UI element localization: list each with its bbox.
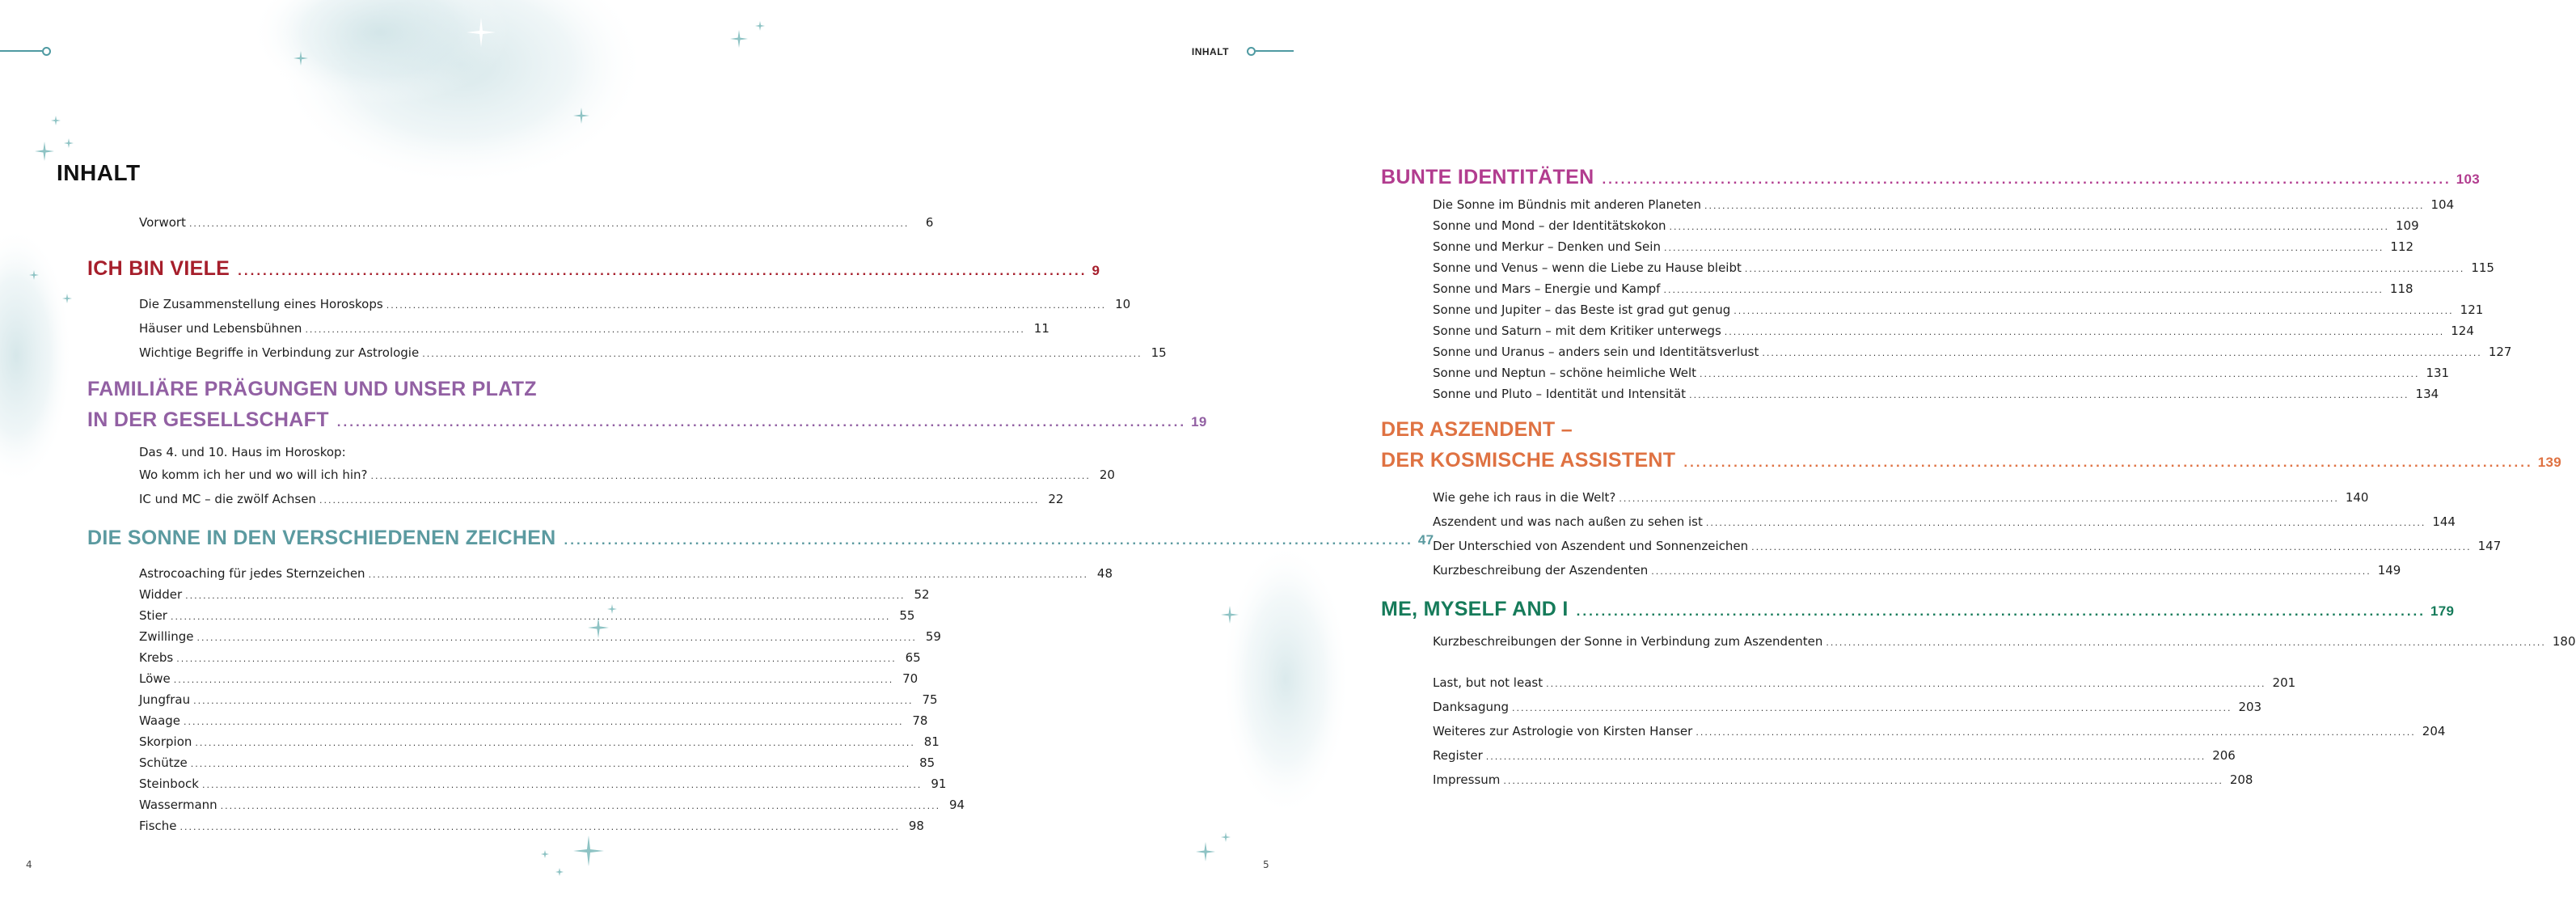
leader-dots — [1651, 561, 2371, 583]
leader-dots — [1689, 385, 2409, 405]
toc-entry-title: Wassermann — [139, 798, 217, 812]
toc-section-ich-bin-viele — [87, 253, 1167, 366]
toc-entry[interactable] — [139, 488, 1064, 512]
section-title-line2: IN DER GESELLSCHAFT — [87, 408, 329, 431]
toc-entry-page: 52 — [914, 587, 930, 602]
toc-entry-page: 85 — [919, 755, 935, 770]
toc-entry[interactable] — [139, 732, 940, 753]
section-title: DIE SONNE IN DEN VERSCHIEDENEN ZEICHEN — [87, 527, 556, 549]
toc-entry-title: Sonne und Mars – Energie und Kampf — [1433, 281, 1661, 296]
toc-intro — [87, 213, 934, 234]
toc-entry-page: 104 — [2430, 197, 2455, 212]
page-number: 4 — [26, 859, 32, 870]
toc-entry-title: Die Zusammenstellung eines Horoskops — [139, 297, 383, 311]
toc-entry[interactable] — [139, 669, 918, 690]
toc-entry[interactable] — [139, 753, 935, 774]
toc-entry-title: Last, but not least — [1433, 675, 1543, 690]
toc-entry-page: 118 — [2389, 281, 2413, 296]
page-title: INHALT — [57, 160, 141, 185]
page-rule — [0, 50, 42, 52]
toc-entry-title: Impressum — [1433, 772, 1501, 787]
leader-dots — [1663, 280, 2383, 300]
toc-entry-title: Sonne und Mond – der Identitätskokon — [1433, 218, 1666, 233]
toc-entry[interactable] — [1433, 279, 2413, 300]
leader-dots — [1704, 196, 2424, 216]
section-heading[interactable] — [87, 253, 1100, 286]
sparkle-icon — [63, 138, 74, 149]
toc-entry-title: Waage — [139, 713, 181, 728]
toc-entry-title: Sonne und Merkur – Denken und Sein — [1433, 239, 1661, 254]
leader-dots — [1512, 697, 2232, 720]
leader-dots — [1734, 301, 2453, 321]
toc-entry-page: 206 — [2212, 748, 2236, 763]
sparkle-icon — [465, 16, 497, 49]
toc-entry-page: 65 — [905, 650, 921, 665]
sparkle-icon — [572, 107, 590, 125]
toc-entry-title: Register — [1433, 748, 1483, 763]
leader-dots — [1670, 217, 2389, 237]
toc-entry-title: Astrocoaching für jedes Sternzeichen — [139, 566, 365, 581]
toc-entry-title: Kurzbeschreibungen der Sonne in Verbindung zum Aszendenten — [1433, 634, 1823, 649]
page-rule — [1256, 50, 1294, 52]
toc-entry[interactable] — [139, 774, 947, 795]
section-page: 179 — [2430, 603, 2455, 619]
toc-entry[interactable] — [1433, 258, 2494, 279]
toc-entry[interactable] — [139, 648, 921, 669]
sparkle-icon — [555, 867, 564, 877]
section-page: 19 — [1191, 414, 1207, 429]
toc-entry[interactable] — [139, 711, 928, 732]
toc-entry-page: 10 — [1115, 297, 1131, 311]
section-heading[interactable] — [87, 404, 1207, 438]
section-page: 139 — [2537, 455, 2561, 470]
toc-entry[interactable] — [139, 317, 1049, 341]
section-page: 9 — [1092, 263, 1100, 278]
section-title-line1[interactable]: FAMILIÄRE PRÄGUNGEN UND UNSER PLATZ — [87, 378, 537, 400]
page-rule-dot — [1247, 47, 1256, 56]
toc-entry-page: 55 — [899, 608, 915, 623]
toc-entry-title: Sonne und Jupiter – das Beste ist grad gut genug — [1433, 303, 1731, 317]
toc-entry-page: 94 — [949, 798, 965, 812]
leader-dots — [1762, 343, 2481, 363]
section-page: 47 — [1417, 532, 1434, 548]
toc-entry-title: Aszendent und was nach außen zu sehen ist — [1433, 514, 1703, 529]
section-title: ME, MYSELF AND I — [1381, 598, 1569, 620]
toc-entry-page: 201 — [2272, 675, 2296, 690]
toc-entry-title: Schütze — [139, 755, 188, 770]
toc-entry-page: 75 — [922, 692, 938, 707]
toc-entry-title: Sonne und Venus – wenn die Liebe zu Hause bleibt — [1433, 260, 1742, 275]
toc-entry-title: IC und MC – die zwölf Achsen — [139, 492, 316, 506]
toc-entry-page: 112 — [2390, 239, 2414, 254]
toc-entry[interactable] — [1433, 363, 2450, 384]
toc-entry-title: Sonne und Saturn – mit dem Kritiker unterwegs — [1433, 324, 1721, 338]
running-head: INHALT — [1191, 46, 1229, 57]
toc-entry-page: 11 — [1033, 321, 1049, 336]
toc-entry[interactable] — [1433, 744, 2236, 768]
toc-entry[interactable] — [139, 690, 938, 711]
section-page: 103 — [2456, 171, 2481, 187]
toc-entry-page: 98 — [908, 819, 924, 833]
toc-section-familiaere-praegungen — [87, 374, 1207, 512]
toc-entry-title: Zwillinge — [139, 629, 194, 644]
right-page — [647, 0, 2576, 914]
section-title: BUNTE IDENTITÄTEN — [1381, 166, 1594, 188]
toc-entry-page: 48 — [1096, 566, 1113, 581]
toc-entry-page: 124 — [2451, 324, 2474, 338]
toc-entry-page: 91 — [931, 776, 947, 791]
toc-entry[interactable] — [1433, 559, 2401, 583]
toc-entry-page: 208 — [2229, 772, 2253, 787]
page-number: 5 — [1263, 859, 1269, 870]
toc-entry-page: 204 — [2422, 724, 2446, 738]
toc-entry-title: Löwe — [139, 671, 171, 686]
leader-dots — [1751, 536, 2471, 559]
toc-entry[interactable] — [139, 463, 1115, 488]
sparkle-icon — [61, 293, 73, 304]
toc-entry[interactable] — [139, 341, 1167, 366]
sparkle-icon — [1195, 841, 1216, 862]
toc-entry-title: Stier — [139, 608, 167, 623]
toc-entry[interactable] — [1433, 632, 2576, 653]
sparkle-icon — [572, 835, 605, 867]
toc-entry-title: Krebs — [139, 650, 174, 665]
toc-entry-page: 203 — [2238, 700, 2262, 714]
toc-entry[interactable] — [1433, 486, 2369, 510]
leader-dots — [1546, 673, 2266, 696]
sparkle-icon — [1220, 831, 1231, 843]
toc-entry[interactable] — [139, 816, 924, 837]
toc-entry[interactable] — [139, 564, 1113, 585]
toc-entry[interactable] — [1433, 768, 2253, 793]
toc-entry-page: 127 — [2488, 345, 2512, 359]
section-heading[interactable] — [1381, 445, 2561, 478]
toc-entry-title: Wichtige Begriffe in Verbindung zur Astrologie — [139, 345, 420, 360]
toc-entry[interactable] — [139, 585, 930, 606]
toc-entry-title: Vorwort — [139, 215, 186, 230]
toc-entry[interactable] — [1433, 535, 2502, 559]
toc-entry-page: 59 — [925, 629, 941, 644]
toc-entry-page: 134 — [2415, 387, 2439, 401]
sparkle-icon — [729, 29, 749, 49]
toc-entry[interactable] — [1433, 195, 2455, 216]
toc-entry[interactable] — [139, 795, 965, 816]
toc-entry-page: 109 — [2396, 218, 2419, 233]
sparkle-icon — [50, 115, 61, 126]
leader-dots — [1503, 770, 2223, 793]
toc-entry-page: 22 — [1048, 492, 1064, 506]
toc-entry-page: 121 — [2460, 303, 2484, 317]
toc-entry-title: Kurzbeschreibung der Aszendenten — [1433, 563, 1649, 578]
toc-entry[interactable] — [1433, 342, 2512, 363]
toc-entry-page: 147 — [2477, 539, 2502, 553]
leader-dots — [1706, 512, 2426, 535]
toc-entry-title: Sonne und Uranus – anders sein und Identitätsverlust — [1433, 345, 1759, 359]
leader-dots — [1696, 721, 2415, 744]
toc-entry-title: Wo komm ich her und wo will ich hin? — [139, 468, 368, 482]
leader-dots — [1619, 488, 2338, 510]
snow-cloud-decoration — [647, 0, 1294, 914]
toc-section-me-myself-and-i — [1381, 594, 2576, 653]
leader-dots — [1664, 238, 2384, 258]
toc-entry-line[interactable] — [139, 441, 593, 463]
sparkle-icon — [540, 849, 550, 859]
toc-entry[interactable] — [1433, 321, 2474, 342]
toc-entry[interactable] — [1433, 216, 2419, 237]
toc-entry-page: 15 — [1151, 345, 1167, 360]
toc-entry-page: 140 — [2345, 490, 2369, 505]
toc-entry-page: 115 — [2471, 260, 2494, 275]
toc-entry[interactable] — [139, 293, 1131, 317]
toc-entry-title: Danksagung — [1433, 700, 1509, 714]
toc-entry-page: 144 — [2432, 514, 2456, 529]
leader-dots — [1725, 322, 2444, 342]
toc-entry-title: Der Unterschied von Aszendent und Sonnenzeichen — [1433, 539, 1749, 553]
toc-entry-title: Wie gehe ich raus in die Welt? — [1433, 490, 1616, 505]
toc-entry[interactable] — [139, 627, 941, 648]
toc-entry[interactable] — [1433, 671, 2296, 696]
page-rule-dot — [42, 47, 51, 56]
section-title: ICH BIN VIELE — [87, 257, 230, 280]
leader-dots — [1602, 164, 2451, 195]
sparkle-icon — [754, 20, 766, 32]
toc-entry-page: 180 — [2552, 634, 2576, 649]
leader-dots — [1577, 596, 2426, 627]
toc-entry[interactable] — [1433, 237, 2414, 258]
sparkle-icon — [34, 141, 55, 162]
toc-entry[interactable] — [1433, 384, 2439, 405]
toc-entry-title: Sonne und Pluto – Identität und Intensität — [1433, 387, 1687, 401]
toc-entry-title: Häuser und Lebensbühnen — [139, 321, 302, 336]
toc-entry-title: Jungfrau — [139, 692, 191, 707]
toc-entry-title: Weiteres zur Astrologie von Kirsten Hanser — [1433, 724, 1693, 738]
toc-entry[interactable] — [1433, 720, 2446, 744]
section-heading[interactable] — [1381, 162, 2481, 195]
toc-entry-page: 81 — [923, 734, 940, 749]
leader-dots — [1486, 746, 2206, 768]
toc-entry-page: 78 — [912, 713, 928, 728]
toc-back-matter — [1381, 671, 2446, 793]
toc-section-sonne-zeichen — [87, 523, 1434, 837]
sparkle-icon — [28, 269, 40, 281]
toc-entry-page: 20 — [1099, 468, 1115, 482]
section-heading[interactable] — [87, 523, 1434, 556]
toc-entry[interactable] — [1433, 696, 2262, 720]
toc-entry-title: Sonne und Neptun – schöne heimliche Welt — [1433, 366, 1696, 380]
toc-entry[interactable] — [1433, 510, 2456, 535]
toc-entry[interactable] — [139, 213, 934, 234]
toc-entry-title: Die Sonne im Bündnis mit anderen Planeten — [1433, 197, 1702, 212]
leader-dots — [1826, 633, 2545, 653]
toc-entry-title: Widder — [139, 587, 183, 602]
toc-entry-page: 6 — [925, 215, 934, 230]
toc-entry[interactable] — [139, 606, 915, 627]
toc-entry-page: 149 — [2377, 563, 2401, 578]
toc-entry-title: Das 4. und 10. Haus im Horoskop: — [139, 445, 346, 459]
toc-entry-page: 70 — [902, 671, 918, 686]
section-title-line1[interactable]: DER ASZENDENT – — [1381, 418, 1573, 441]
toc-entry-title: Skorpion — [139, 734, 192, 749]
toc-entry-page: 131 — [2426, 366, 2450, 380]
section-title-line2: DER KOSMISCHE ASSISTENT — [1381, 449, 1676, 472]
section-heading[interactable] — [1381, 594, 2455, 627]
toc-section-aszendent — [1381, 414, 2561, 583]
leader-dots — [1683, 447, 2532, 478]
sparkle-icon — [1220, 605, 1239, 624]
leader-dots — [1745, 259, 2464, 279]
toc-entry-title: Steinbock — [139, 776, 199, 791]
toc-entry[interactable] — [1433, 300, 2484, 321]
toc-entry-title: Fische — [139, 819, 177, 833]
sparkle-icon — [293, 50, 309, 66]
leader-dots — [1700, 364, 2419, 384]
toc-section-bunte-identitaeten — [1381, 162, 2512, 405]
